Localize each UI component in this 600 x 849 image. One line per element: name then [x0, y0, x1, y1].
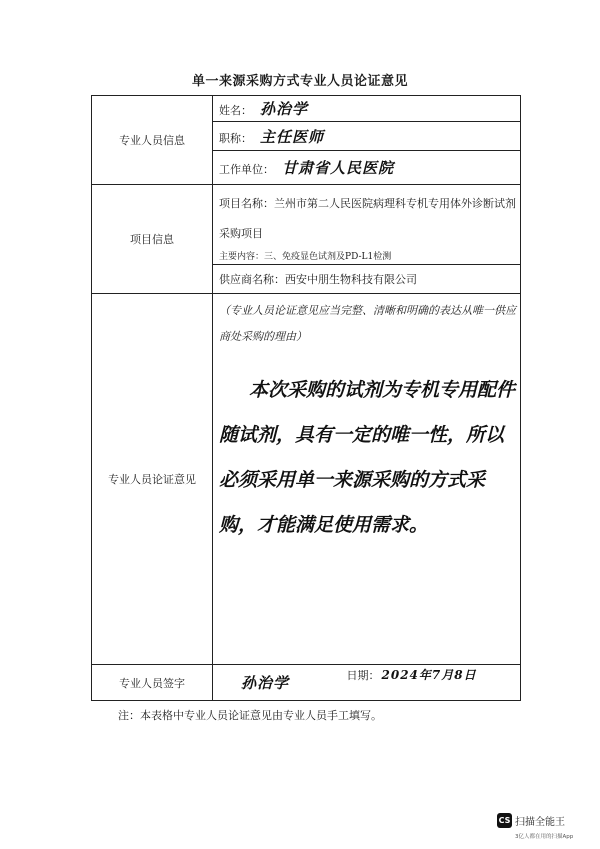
unit-value: 甘肃省人民医院: [282, 159, 395, 177]
unit-label: 工作单位：: [219, 163, 274, 176]
main-content-value: 三、免疫显色试剂及PD-L1检测: [264, 252, 392, 262]
opinion-cell: [213, 294, 521, 665]
supplier-label: 供应商名称：: [219, 273, 285, 286]
signature-label: 专业人员签字: [92, 665, 213, 701]
name-label: 姓名：: [219, 104, 252, 117]
signature-row: [213, 665, 521, 701]
page-title: 单一来源采购方式专业人员论证意见: [191, 74, 408, 89]
supplier-row: [213, 265, 521, 294]
watermark-name: 扫描全能王: [515, 817, 565, 828]
project-name-label: 项目名称：: [219, 197, 274, 210]
watermark-sub: 3亿人都在用的扫描App: [515, 834, 574, 840]
main-content-label: 主要内容：: [219, 252, 265, 262]
name-row: [213, 96, 521, 122]
footnote: 注：本表格中专业人员论证意见由专业人员手工填写。: [118, 709, 382, 722]
expert-info-label: 专业人员信息: [92, 96, 213, 185]
opinion-handwritten: 本次采购的试剂为专机专用配件随试剂，具有一定的唯一性，所以必须采用单一来源采购的方式采购，才能满足使用需求。: [219, 379, 516, 536]
date-label: 日期：: [346, 669, 380, 682]
project-name-value: 兰州市第二人民医院病理科专机专用体外诊断试剂采购项目: [219, 197, 516, 240]
opinion-label: 专业人员论证意见: [92, 294, 213, 665]
date-value: 2024年7月8日: [381, 668, 477, 682]
title-label: 职称：: [219, 131, 252, 145]
demonstration-form: [91, 95, 521, 701]
scanner-watermark: [497, 810, 597, 840]
unit-row: [213, 151, 521, 185]
project-name-row: [213, 185, 521, 265]
title-row: [213, 122, 521, 151]
signature-value: 孙治学: [241, 674, 290, 692]
opinion-instruction: （专业人员论证意见应当完整、清晰和明确的表达从唯一供应商处采购的理由）: [219, 304, 516, 343]
camscanner-logo-icon: CS: [497, 813, 512, 828]
project-info-label: 项目信息: [92, 185, 213, 294]
name-value: 孙治学: [260, 100, 309, 118]
date-field: [347, 666, 477, 683]
title-value: 主任医师: [260, 127, 325, 146]
supplier-value: 西安中朋生物科技有限公司: [285, 273, 417, 286]
